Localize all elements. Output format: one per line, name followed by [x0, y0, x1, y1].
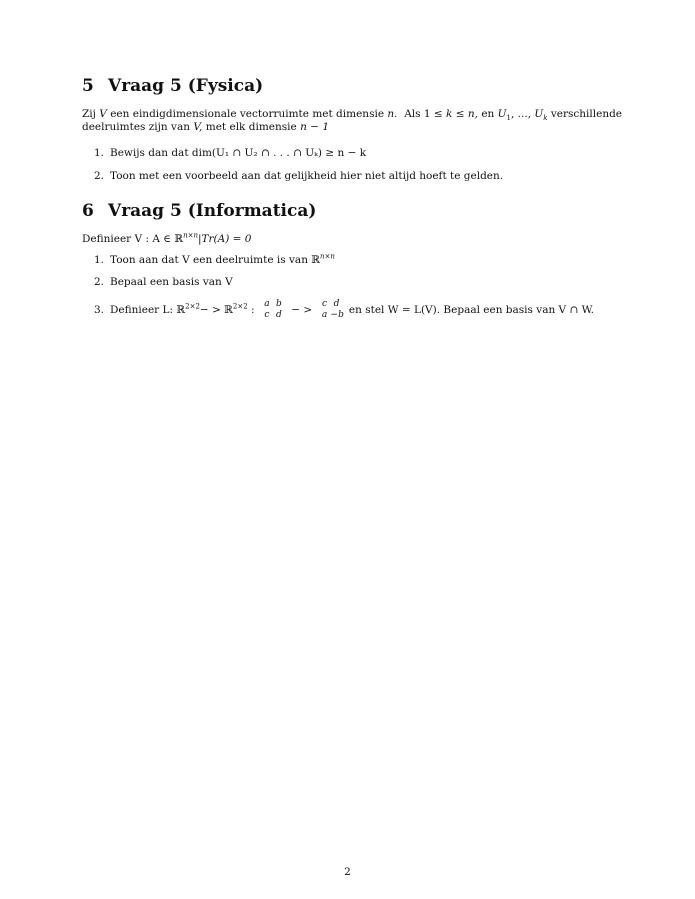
- intro-text: en: [481, 108, 495, 120]
- matrix-output: [319, 299, 343, 321]
- list-item: [94, 276, 233, 288]
- section-6-heading: [82, 201, 316, 221]
- definition-text: Definieer V : A ∈ ℝ: [82, 233, 184, 245]
- section-title: Vraag 5 (Informatica): [108, 201, 317, 221]
- intro-text: Als 1 ≤: [404, 108, 443, 120]
- matrix-entry: −b: [330, 310, 344, 320]
- list-item: [94, 147, 366, 159]
- item-text: :: [251, 304, 255, 316]
- item-text: en stel W = L(V). Bepaal een basis van V ∩ W.: [348, 304, 594, 316]
- item-number: 3.: [94, 304, 105, 316]
- item-text: − > ℝ: [199, 304, 233, 316]
- item-sup: 2×2: [232, 302, 248, 311]
- list-item: [94, 170, 503, 182]
- matrix-entry: d: [276, 310, 282, 320]
- section-title: Vraag 5 (Fysica): [108, 76, 264, 96]
- intro-text: , ...,: [511, 108, 532, 120]
- matrix-entry: b: [276, 299, 282, 309]
- intro-text: deelruimtes zijn van: [82, 121, 190, 133]
- intro-text: een eindigdimensionale vectorruimte met dimensie: [110, 108, 385, 120]
- matrix-input: [261, 299, 285, 321]
- intro-var: U: [534, 108, 544, 120]
- matrix-entry: a: [264, 299, 270, 309]
- intro-sub: 1: [506, 114, 511, 123]
- intro-text: verschillende: [550, 108, 623, 120]
- matrix-entry: c: [322, 299, 328, 309]
- section-5-intro: [82, 108, 622, 134]
- intro-text: ≤: [455, 108, 465, 120]
- section-number: 6: [82, 201, 94, 221]
- matrix-entry: d: [333, 299, 340, 309]
- intro-sub: k: [543, 114, 548, 123]
- item-text: Definieer L: ℝ: [110, 304, 186, 316]
- item-text: Toon met een voorbeeld aan dat gelijkheid hier niet altijd hoeft te gelden.: [110, 170, 504, 182]
- intro-var: V,: [193, 121, 203, 133]
- list-item: [94, 299, 594, 321]
- intro-text: Zij: [82, 108, 96, 120]
- list-item: [94, 254, 335, 266]
- intro-var: n − 1: [300, 121, 329, 133]
- item-text: Bepaal een basis van V: [110, 276, 233, 288]
- intro-var: V: [99, 108, 107, 120]
- intro-var: n.: [387, 108, 398, 120]
- page-number: 2: [344, 866, 351, 878]
- intro-var: k: [446, 108, 453, 120]
- item-sup: 2×2: [185, 302, 200, 311]
- item-text: Toon aan dat V een deelruimte is van ℝ: [110, 254, 321, 266]
- item-text: − >: [291, 304, 313, 316]
- item-number: 2.: [94, 276, 105, 288]
- item-number: 1.: [94, 147, 105, 159]
- intro-var: U: [497, 108, 507, 120]
- intro-var: n,: [467, 108, 478, 120]
- item-number: 1.: [94, 254, 105, 266]
- item-text: Bewijs dan dat dim(U₁ ∩ U₂ ∩ . . . ∩ Uₖ) ≥ n − k: [110, 147, 367, 159]
- definition-sup: n×n: [183, 231, 198, 240]
- definition-text: |Tr(A) = 0: [197, 233, 252, 245]
- matrix-entry: c: [264, 310, 270, 320]
- section-5-heading: [82, 76, 263, 96]
- item-number: 2.: [94, 170, 105, 182]
- section-6-definition: [82, 233, 251, 246]
- intro-text: met elk dimensie: [205, 121, 297, 133]
- item-sup: n×n: [320, 252, 335, 261]
- matrix-entry: a: [321, 310, 328, 320]
- section-number: 5: [82, 76, 94, 96]
